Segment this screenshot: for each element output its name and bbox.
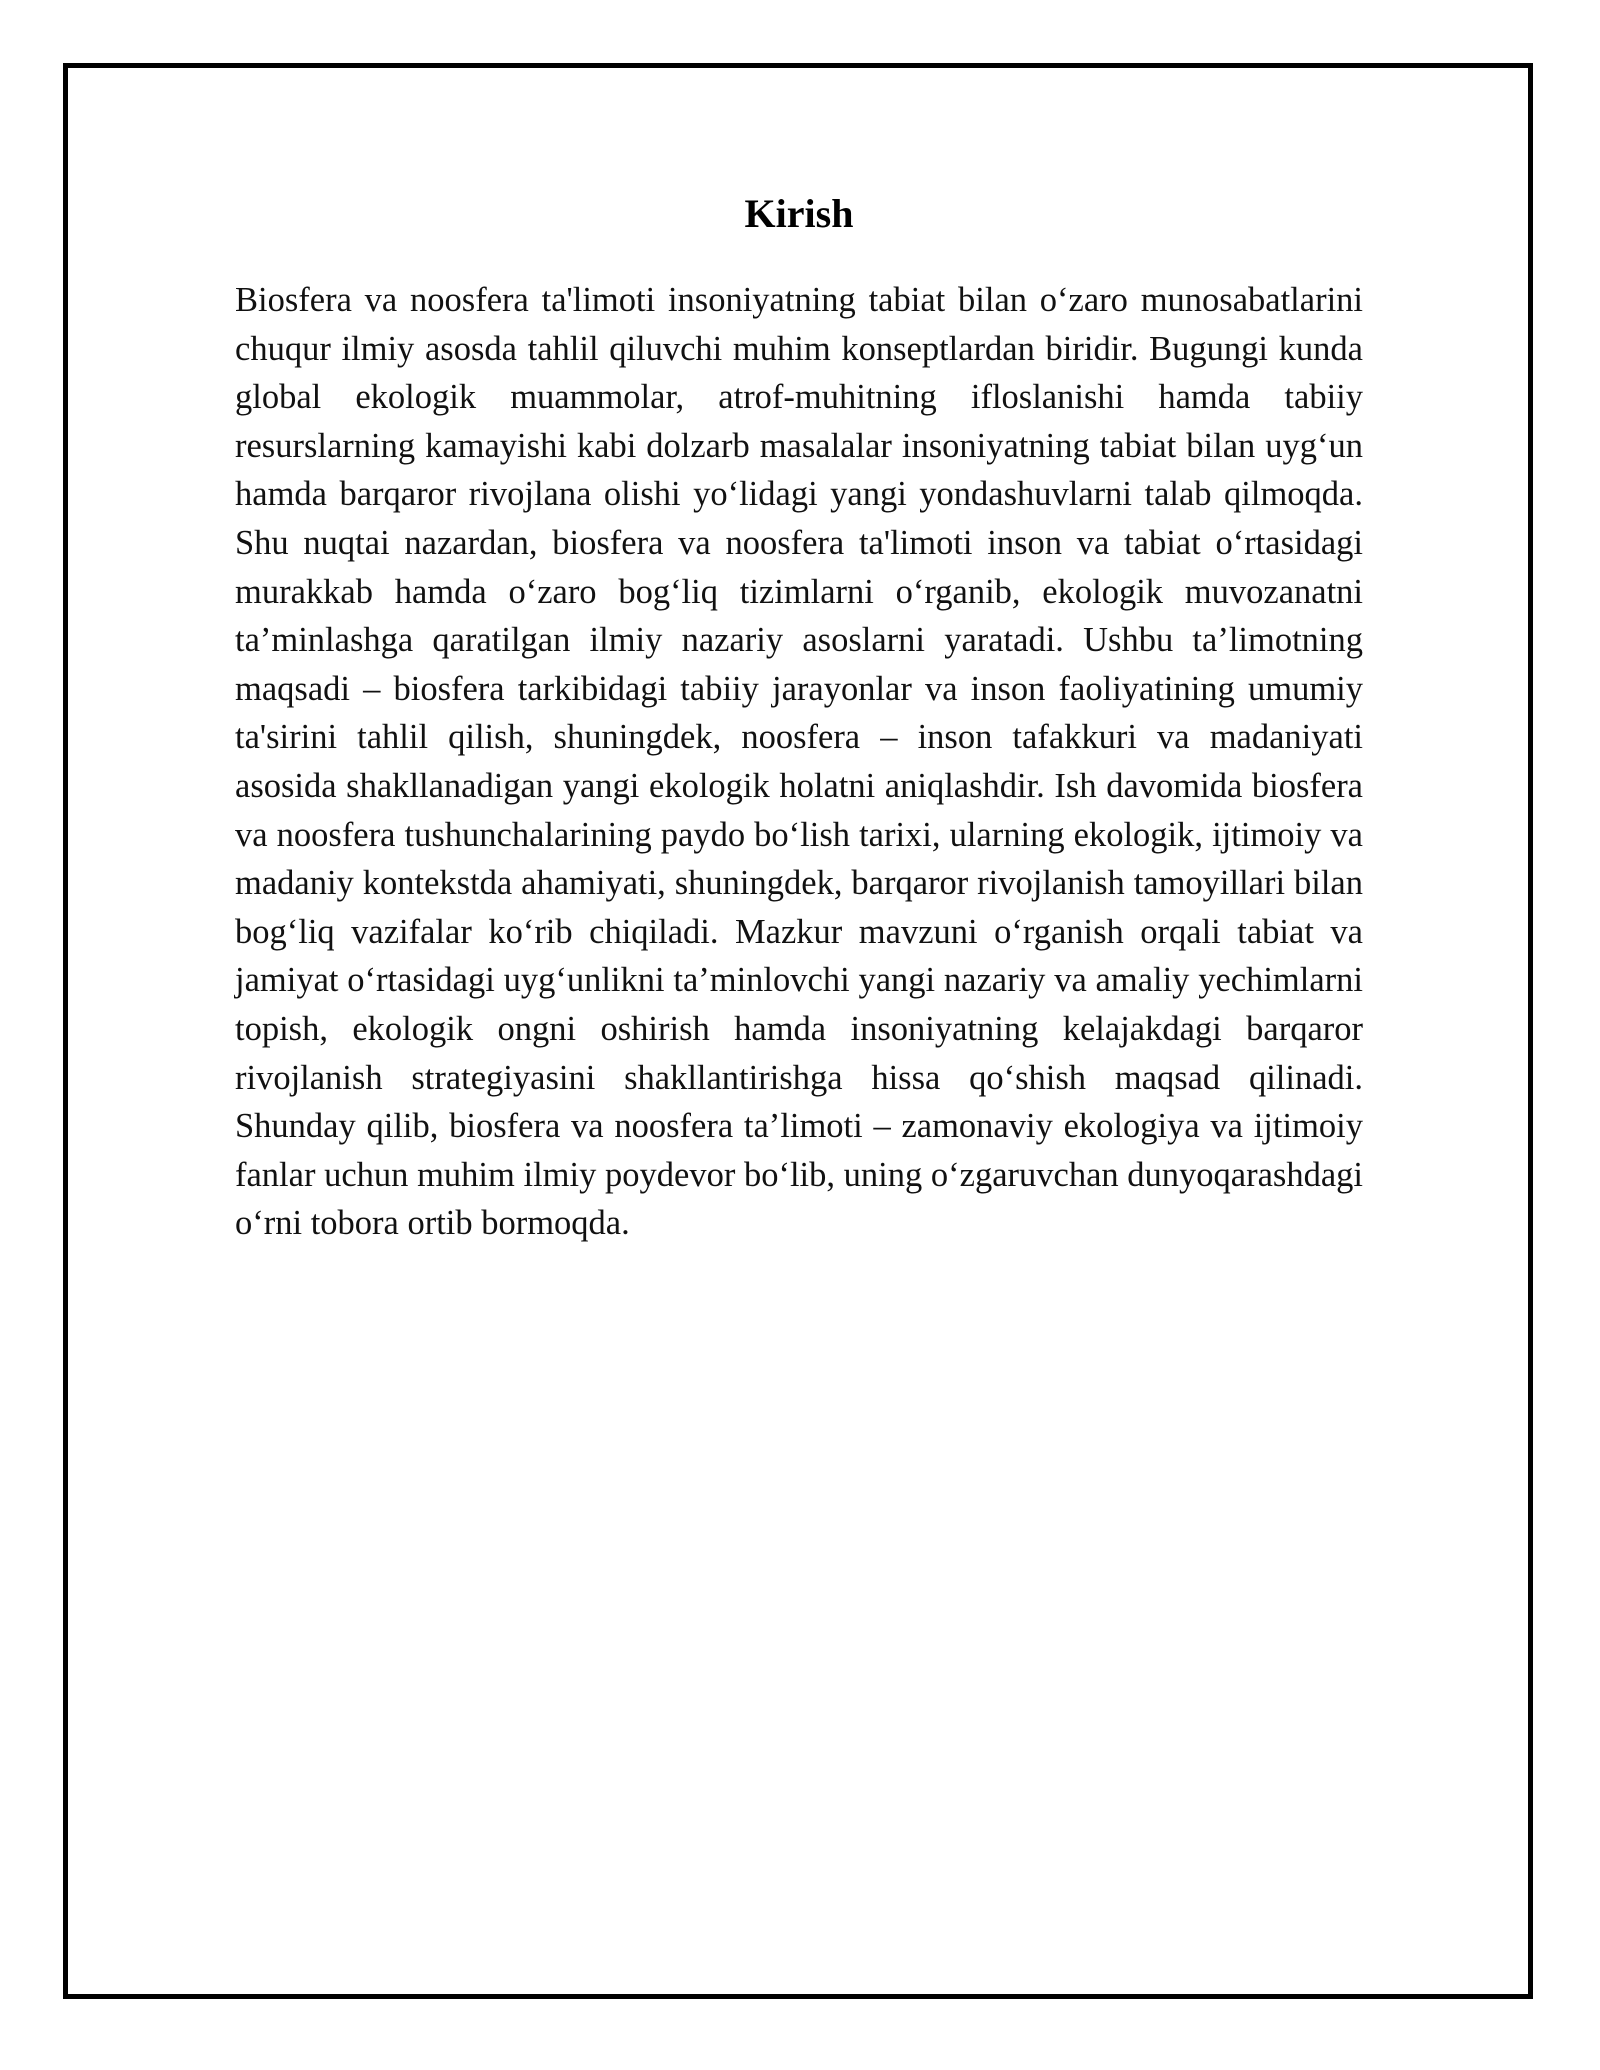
section-title: Kirish	[744, 191, 854, 236]
page-content	[235, 188, 1363, 1248]
intro-paragraph: Biosfera va noosfera ta'limoti insoniyatning tabiat bilan o‘zaro munosabatlarini chuqur ilmiy asosda tahlil qiluvchi muhim konseptlardan biridir. Bugungi kunda global ekologik muammolar, atrof-muhitning ifloslanishi hamda tabiiy resurslarning kamayishi kabi dolzarb masalalar insoniyatning tabiat bilan uyg‘un hamda barqaror rivojlana olishi yo‘lidagi yangi yondashuvlarni talab qilmoqda. Shu nuqtai nazardan, biosfera va noosfera ta'limoti inson va tabiat o‘rtasidagi murakkab hamda o‘zaro bog‘liq tizimlarni o‘rganib, ekologik muvozanatni ta’minlashga qaratilgan ilmiy nazariy asoslarni yaratadi. Ushbu ta’limotning maqsadi – biosfera tarkibidagi tabiiy jarayonlar va inson faoliyatining umumiy ta'sirini tahlil qilish, shuningdek, noosfera – inson tafakkuri va madaniyati asosida shakllanadigan yangi ekologik holatni aniqlashdir. Ish davomida biosfera va noosfera tushunchalarining paydo bo‘lish tarixi, ularning ekologik, ijtimoiy va madaniy kontekstda ahamiyati, shuningdek, barqaror rivojlanish tamoyillari bilan bog‘liq vazifalar ko‘rib chiqiladi. Mazkur mavzuni o‘rganish orqali tabiat va jamiyat o‘rtasidagi uyg‘unlikni ta’minlovchi yangi nazariy va amaliy yechimlarni topish, ekologik ongni oshirish hamda insoniyatning kelajakdagi barqaror rivojlanish strategiyasini shakllantirishga hissa qo‘shish maqsad qilinadi. Shunday qilib, biosfera va noosfera ta’limoti – zamonaviy ekologiya va ijtimoiy fanlar uchun muhim ilmiy poydevor bo‘lib, uning o‘zgaruvchan dunyoqarashdagi o‘rni tobora ortib bormoqda.	[235, 281, 1363, 1243]
